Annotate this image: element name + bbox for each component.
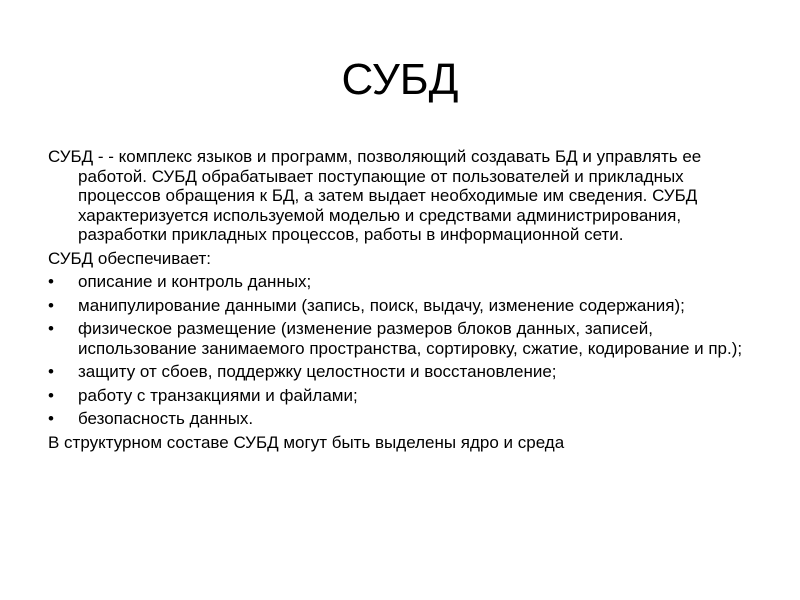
intro-paragraph: СУБД - - комплекс языков и программ, позволяющий создавать БД и управлять ее работой. СУБД обрабатывает поступающие от пользователей и прикладных процессов обращения к БД, а затем выдает необходимые им сведения. СУБД характеризуется используемой моделью и средствами администрирования, разработки прикладных процессов, работы в информационной сети.: [48, 147, 702, 244]
provides-label: СУБД обеспечивает:: [48, 248, 212, 268]
feature-list: [48, 272, 748, 429]
list-item: [48, 296, 748, 316]
list-item-text: безопасность данных.: [78, 409, 254, 428]
slide-title: СУБД: [341, 55, 459, 104]
bullet-icon: •: [48, 319, 54, 338]
list-item: [48, 386, 748, 406]
list-item-text: работу с транзакциями и файлами;: [78, 385, 358, 405]
list-item-text: защиту от сбоев, поддержку целостности и восстановление;: [78, 362, 557, 381]
bullet-icon: •: [48, 362, 54, 381]
bullet-icon: •: [48, 272, 54, 291]
bullet-icon: •: [48, 409, 54, 428]
list-item-text: манипулирование данными (запись, поиск, выдачу, изменение содержания);: [78, 295, 685, 315]
list-item: [48, 272, 748, 292]
slide-body: [48, 147, 748, 456]
list-item-text: описание и контроль данных;: [78, 272, 312, 291]
list-item: [48, 319, 748, 358]
list-item: [48, 409, 748, 429]
list-item: [48, 362, 748, 382]
conclusion-paragraph: В структурном составе СУБД могут быть выделены ядро и среда: [48, 432, 565, 452]
bullet-icon: •: [48, 385, 54, 405]
bullet-icon: •: [48, 295, 54, 315]
list-item-text: физическое размещение (изменение размеров блоков данных, записей, использование занимаемого пространства, сортировку, сжатие, кодирование и пр.);: [78, 319, 743, 358]
